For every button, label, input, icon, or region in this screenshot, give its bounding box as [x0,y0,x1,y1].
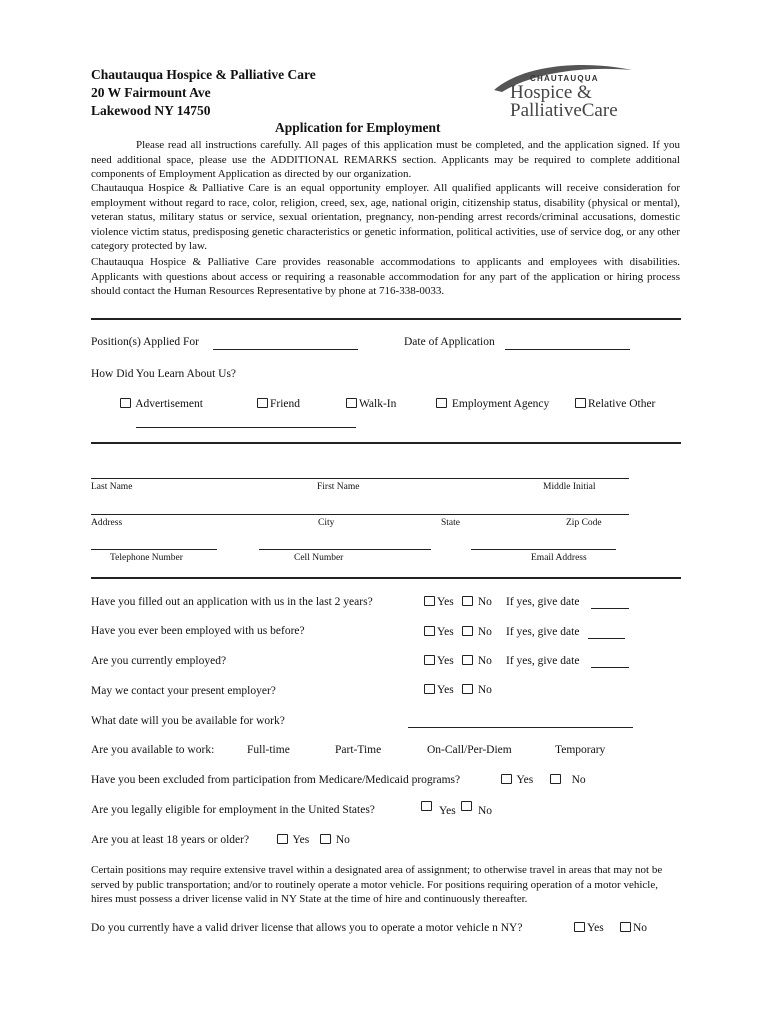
checkbox[interactable] [424,684,435,694]
intro-paragraph-1 [91,138,680,182]
q1-no-option[interactable]: No [462,596,492,608]
learn-option-relative-other[interactable]: Relative Other [575,398,655,410]
q2-yes-option[interactable]: Yes [424,626,454,638]
intro-paragraph-2: Chautauqua Hospice & Palliative Care is an equal opportunity employer. All qualified applicants will receive consideration for employment without regard to race, color, religion, creed, sex, age, national origin, citizenship status, disability (physical or mental), veteran status, military status or service, sexual orientation, pregnancy, non-pending arrest records/criminal accusations, domestic violence victim status, predisposing genetic characteristics or genetic information, political activities, use of service dog, or any other category protected by law. [91,182,680,253]
checkbox[interactable] [462,626,473,636]
q7-no-option[interactable]: No [550,774,586,786]
learn-option-walk-in[interactable]: Walk-In [346,398,396,410]
checkbox[interactable] [120,398,131,408]
checkbox[interactable] [574,922,585,932]
checkbox[interactable] [620,922,631,932]
question-contact-employer: May we contact your present employer? [91,685,276,697]
checkbox[interactable] [320,834,331,844]
page-title: Application for Employment [275,120,441,135]
name-input-line[interactable] [91,478,629,479]
q1-yes-option[interactable]: Yes [424,596,454,608]
logo-line2: PalliativeCare [510,100,618,121]
section-divider [91,442,681,444]
license-no-option[interactable]: No [620,922,647,934]
q1-date-input[interactable] [591,608,629,609]
learn-other-input[interactable] [136,427,356,428]
zip-code-label: Zip Code [566,518,602,528]
learn-option-employment-agency[interactable]: Employment Agency [436,398,549,410]
intro-paragraph-3: Chautauqua Hospice & Palliative Care provides reasonable accommodations to applicants and employees with disabilities. Applicants with questions about access or requiring a reasonable accommodation for any part of the application or hiring process should contact the Human Resources Representative by phone at 716-338-0033. [91,256,680,298]
email-input[interactable] [471,549,616,550]
org-name: Chautauqua Hospice & Palliative Care [91,67,316,82]
city-label: City [318,518,335,528]
travel-notice: Certain positions may require extensive travel within a designated area of assignment; to otherwise travel in areas that may not be served by public transportation; and/or to routinely operate a motor vehicle. For positions requiring operation of a motor vehicle, hires must possess a driver license valid in NY State at the time of hire and continuously thereafter. [91,864,663,906]
q8-yes-label: Yes [439,805,456,817]
first-name-label: First Name [317,482,360,492]
checkbox[interactable] [462,596,473,606]
logo-line1: Hospice & [510,82,592,103]
section-divider [91,577,681,579]
availability-on-call[interactable]: On-Call/Per-Diem [427,744,512,756]
q4-no-option[interactable]: No [462,684,492,696]
q3-yes-option[interactable]: Yes [424,655,454,667]
license-yes-option[interactable]: Yes [574,922,604,934]
learn-question: How Did You Learn About Us? [91,368,237,380]
telephone-input[interactable] [91,549,217,550]
organization-logo [474,60,636,122]
available-date-input[interactable] [408,727,633,728]
checkbox[interactable] [424,596,435,606]
org-street: 20 W Fairmount Ave [91,85,211,100]
q2-date-input[interactable] [588,638,625,639]
availability-full-time[interactable]: Full-time [247,744,290,756]
q9-no-option[interactable]: No [320,834,350,846]
checkbox[interactable] [501,774,512,784]
address-input-line[interactable] [91,514,629,515]
q2-no-option[interactable]: No [462,626,492,638]
question-employed-before: Have you ever been employed with us before? [91,625,305,637]
availability-part-time[interactable]: Part-Time [335,744,382,756]
checkbox[interactable] [461,801,472,811]
q8-yes-option[interactable] [421,801,434,813]
position-label: Position(s) Applied For [91,336,199,348]
state-label: State [441,518,460,528]
learn-option-friend[interactable]: Friend [257,398,300,410]
logo-top-text: CHAUTAUQUA [530,74,599,83]
middle-initial-label: Middle Initial [543,482,596,492]
checkbox[interactable] [421,801,432,811]
application-date-label: Date of Application [404,336,495,348]
checkbox[interactable] [424,626,435,636]
checkbox[interactable] [462,684,473,694]
q2-if-yes-label: If yes, give date [506,626,580,638]
position-input[interactable] [213,349,358,350]
checkbox[interactable] [550,774,561,784]
q4-yes-option[interactable]: Yes [424,684,454,696]
q9-yes-option[interactable]: Yes [277,834,309,846]
q7-yes-option[interactable]: Yes [501,774,533,786]
intro-p1-text: Please read all instructions carefully. All pages of this application must be completed, and the application signed. If you need additional space, please use the ADDITIONAL REMARKS section. Applicants may be required to complete additional components of Employment Application as directed by our organization. [91,139,680,181]
cell-input[interactable] [259,549,431,550]
question-driver-license: Do you currently have a valid driver license that allows you to operate a motor vehicle n NY? [91,922,523,934]
last-name-label: Last Name [91,482,133,492]
q8-no-label: No [478,805,493,817]
question-availability: Are you available to work: [91,744,215,756]
checkbox[interactable] [462,655,473,665]
question-legal-eligibility: Are you legally eligible for employment in the United States? [91,804,375,816]
telephone-label: Telephone Number [110,553,183,563]
question-medicare-exclusion: Have you been excluded from participation from Medicare/Medicaid programs? [91,774,461,786]
q1-if-yes-label: If yes, give date [506,596,580,608]
question-age: Are you at least 18 years or older? [91,834,250,846]
application-date-input[interactable] [505,349,630,350]
availability-temporary[interactable]: Temporary [555,744,606,756]
question-previous-application: Have you filled out an application with us in the last 2 years? [91,596,373,608]
email-label: Email Address [531,553,587,563]
learn-option-advertisement[interactable]: Advertisement [120,398,203,410]
checkbox[interactable] [257,398,268,408]
cell-label: Cell Number [294,553,344,563]
org-city: Lakewood NY 14750 [91,103,211,118]
q3-if-yes-label: If yes, give date [506,655,580,667]
checkbox[interactable] [575,398,586,408]
checkbox[interactable] [277,834,288,844]
address-label: Address [91,518,123,528]
q3-date-input[interactable] [591,667,629,668]
q8-no-option[interactable] [461,801,474,813]
section-divider [91,318,681,320]
checkbox[interactable] [436,398,447,408]
question-currently-employed: Are you currently employed? [91,655,227,667]
checkbox[interactable] [424,655,435,665]
question-available-date: What date will you be available for work? [91,715,285,727]
checkbox[interactable] [346,398,357,408]
q3-no-option[interactable]: No [462,655,492,667]
